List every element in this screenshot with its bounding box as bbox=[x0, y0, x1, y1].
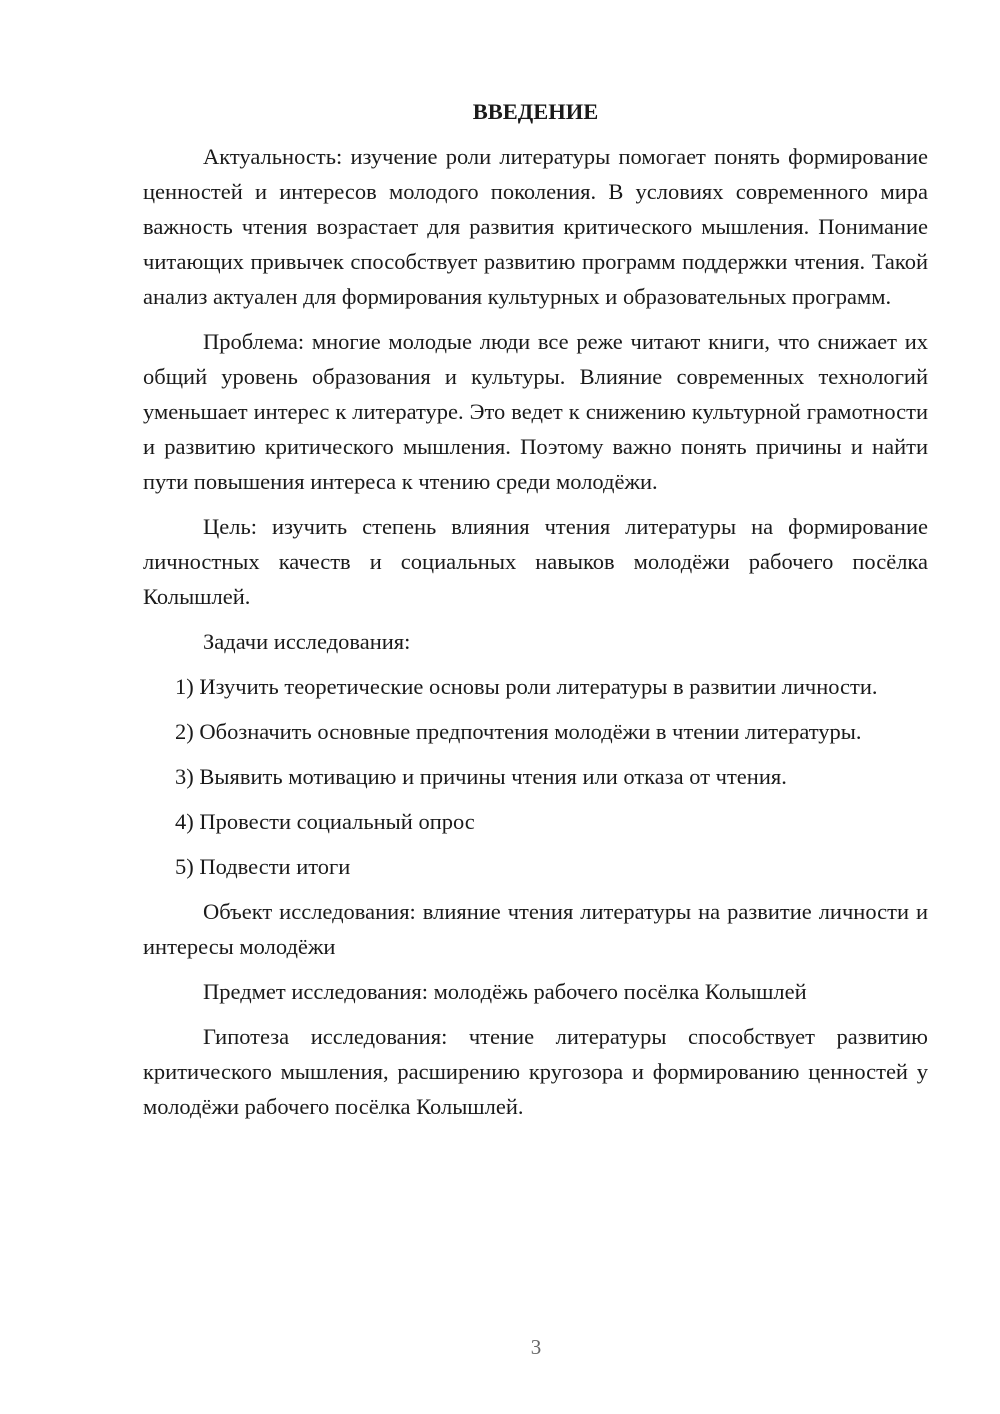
page-title: ВВЕДЕНИЕ bbox=[472, 99, 599, 124]
paragraph-subject: Предмет исследования: молодёжь рабочего посёлка Колышлей bbox=[203, 979, 807, 1004]
tasks-list bbox=[143, 669, 928, 884]
page-number: 3 bbox=[530, 1335, 542, 1359]
paragraph-object: Объект исследования: влияние чтения литературы на развитие личности и интересы молодёжи bbox=[143, 899, 928, 959]
page-content bbox=[143, 94, 928, 1134]
paragraph-hypothesis: Гипотеза исследования: чтение литературы способствует развитию критического мышления, расширению кругозора и формированию ценностей у молодёжи рабочего посёлка Колышлей. bbox=[143, 1024, 928, 1119]
task-item-5: 5) Подвести итоги bbox=[175, 854, 351, 879]
paragraph-goal: Цель: изучить степень влияния чтения литературы на формирование личностных качеств и социальных навыков молодёжи рабочего посёлка Колышлей. bbox=[143, 514, 928, 609]
task-item-4: 4) Провести социальный опрос bbox=[175, 809, 475, 834]
tasks-heading: Задачи исследования: bbox=[203, 629, 411, 654]
task-item-2: 2) Обозначить основные предпочтения молодёжи в чтении литературы. bbox=[175, 719, 862, 744]
paragraph-problem: Проблема: многие молодые люди все реже читают книги, что снижает их общий уровень образования и культуры. Влияние современных технологий уменьшает интерес к литературе. Это ведет к снижению культурной грамотности и развитию критического мышления. Поэтому важно понять причины и найти пути повышения интереса к чтению среди молодёжи. bbox=[143, 329, 928, 494]
task-item-1: 1) Изучить теоретические основы роли литературы в развитии личности. bbox=[175, 674, 878, 699]
paragraph-relevance: Актуальность: изучение роли литературы помогает понять формирование ценностей и интересов молодого поколения. В условиях современного мира важность чтения возрастает для развития критического мышления. Понимание читающих привычек способствует развитию программ поддержки чтения. Такой анализ актуален для формирования культурных и образовательных программ. bbox=[143, 144, 928, 309]
task-item-3: 3) Выявить мотивацию и причины чтения или отказа от чтения. bbox=[175, 764, 787, 789]
